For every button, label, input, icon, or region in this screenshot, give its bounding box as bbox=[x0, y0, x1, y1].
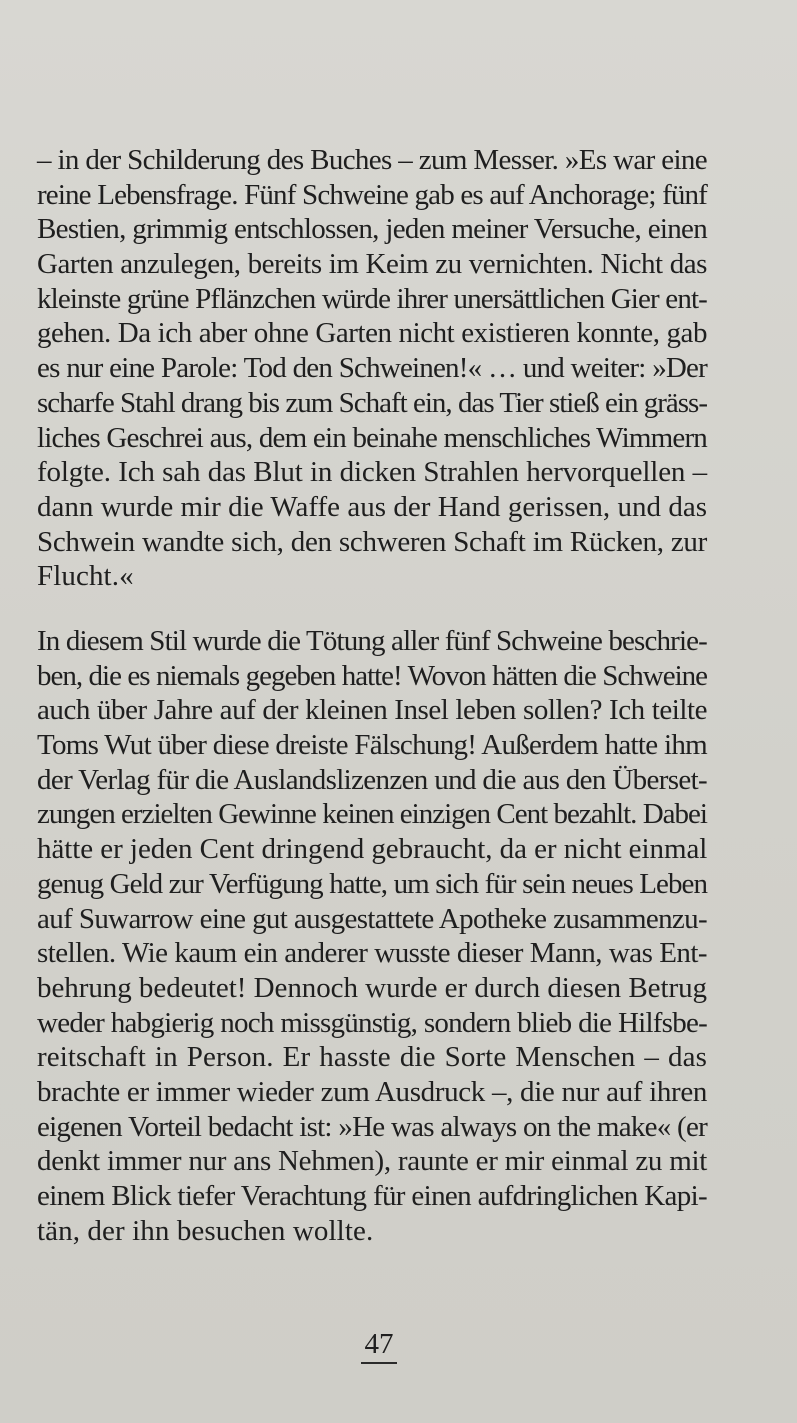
text-line: denkt immer nur ans Nehmen), raunte er mir einmal zu mit bbox=[37, 1145, 707, 1178]
text-line: folgte. Ich sah das Blut in dicken Strahlen hervorquellen – bbox=[37, 456, 707, 489]
text-line: weder habgierig noch missgünstig, sondern blieb die Hilfsbe- bbox=[37, 1006, 707, 1039]
text-line: Bestien, grimmig entschlossen, jeden meiner Versuche, einen bbox=[37, 213, 707, 246]
text-line: stellen. Wie kaum ein anderer wusste dieser Mann, was Ent- bbox=[37, 937, 707, 970]
text-line: einem Blick tiefer Verachtung für einen aufdringlichen Kapi- bbox=[37, 1180, 707, 1212]
text-line: liches Geschrei aus, dem ein beinahe menschliches Wimmern bbox=[37, 421, 707, 454]
text-line: brachte er immer wieder zum Ausdruck –, die nur auf ihren bbox=[37, 1075, 707, 1108]
text-line: kleinste grüne Pflänzchen würde ihrer unersättlichen Gier ent- bbox=[37, 282, 707, 315]
text-line: hätte er jeden Cent dringend gebraucht, da er nicht einmal bbox=[37, 833, 708, 866]
text-line: es nur eine Parole: Tod den Schweinen!« … und weiter: »Der bbox=[37, 352, 707, 385]
text-line: behrung bedeutet! Dennoch wurde er durch diesen Betrug bbox=[37, 971, 707, 1004]
text-line: auf Suwarrow eine gut ausgestattete Apotheke zusammenzu- bbox=[37, 902, 707, 935]
text-line: Garten anzulegen, bereits im Keim zu vernichten. Nicht das bbox=[37, 248, 707, 281]
text-line: dann wurde mir die Waffe aus der Hand gerissen, und das bbox=[37, 490, 707, 523]
text-line: gehen. Da ich aber ohne Garten nicht existieren konnte, gab bbox=[37, 317, 707, 350]
text-line: auch über Jahre auf der kleinen Insel leben sollen? Ich teilte bbox=[37, 694, 707, 727]
text-line: genug Geld zur Verfügung hatte, um sich für sein neues Leben bbox=[37, 867, 707, 900]
text-line: Schwein wandte sich, den schweren Schaft im Rücken, zur bbox=[37, 525, 707, 558]
text-line: der Verlag für die Auslandslizenzen und die aus den Überset- bbox=[37, 763, 707, 796]
page-number-underline bbox=[361, 1362, 397, 1364]
text-line: reitschaft in Person. Er hasste die Sorte Menschen – das bbox=[37, 1041, 707, 1074]
paragraph-2 bbox=[37, 624, 707, 1248]
text-line: scharfe Stahl drang bis zum Schaft ein, das Tier stieß ein gräss- bbox=[37, 386, 707, 419]
text-line: Flucht.« bbox=[37, 560, 134, 593]
paragraph-1 bbox=[37, 143, 707, 594]
text-line: zungen erzielten Gewinne keinen einzigen Cent bezahlt. Dabei bbox=[37, 798, 707, 831]
text-line: ben, die es niemals gegeben hatte! Wovon hätten die Schweine bbox=[37, 659, 707, 692]
text-line: In diesem Stil wurde die Tötung aller fünf Schweine beschrie- bbox=[37, 625, 707, 657]
text-line: – in der Schilderung des Buches – zum Messer. »Es war eine bbox=[37, 144, 707, 176]
text-line: tän, der ihn besuchen wollte. bbox=[37, 1214, 374, 1247]
page-number: 47 bbox=[364, 1328, 394, 1360]
text-line: reine Lebensfrage. Fünf Schweine gab es auf Anchorage; fünf bbox=[37, 178, 707, 211]
text-line: eigenen Vorteil bedacht ist: »He was always on the make« (er bbox=[37, 1110, 707, 1143]
text-line: Toms Wut über diese dreiste Fälschung! Außerdem hatte ihm bbox=[37, 729, 707, 762]
